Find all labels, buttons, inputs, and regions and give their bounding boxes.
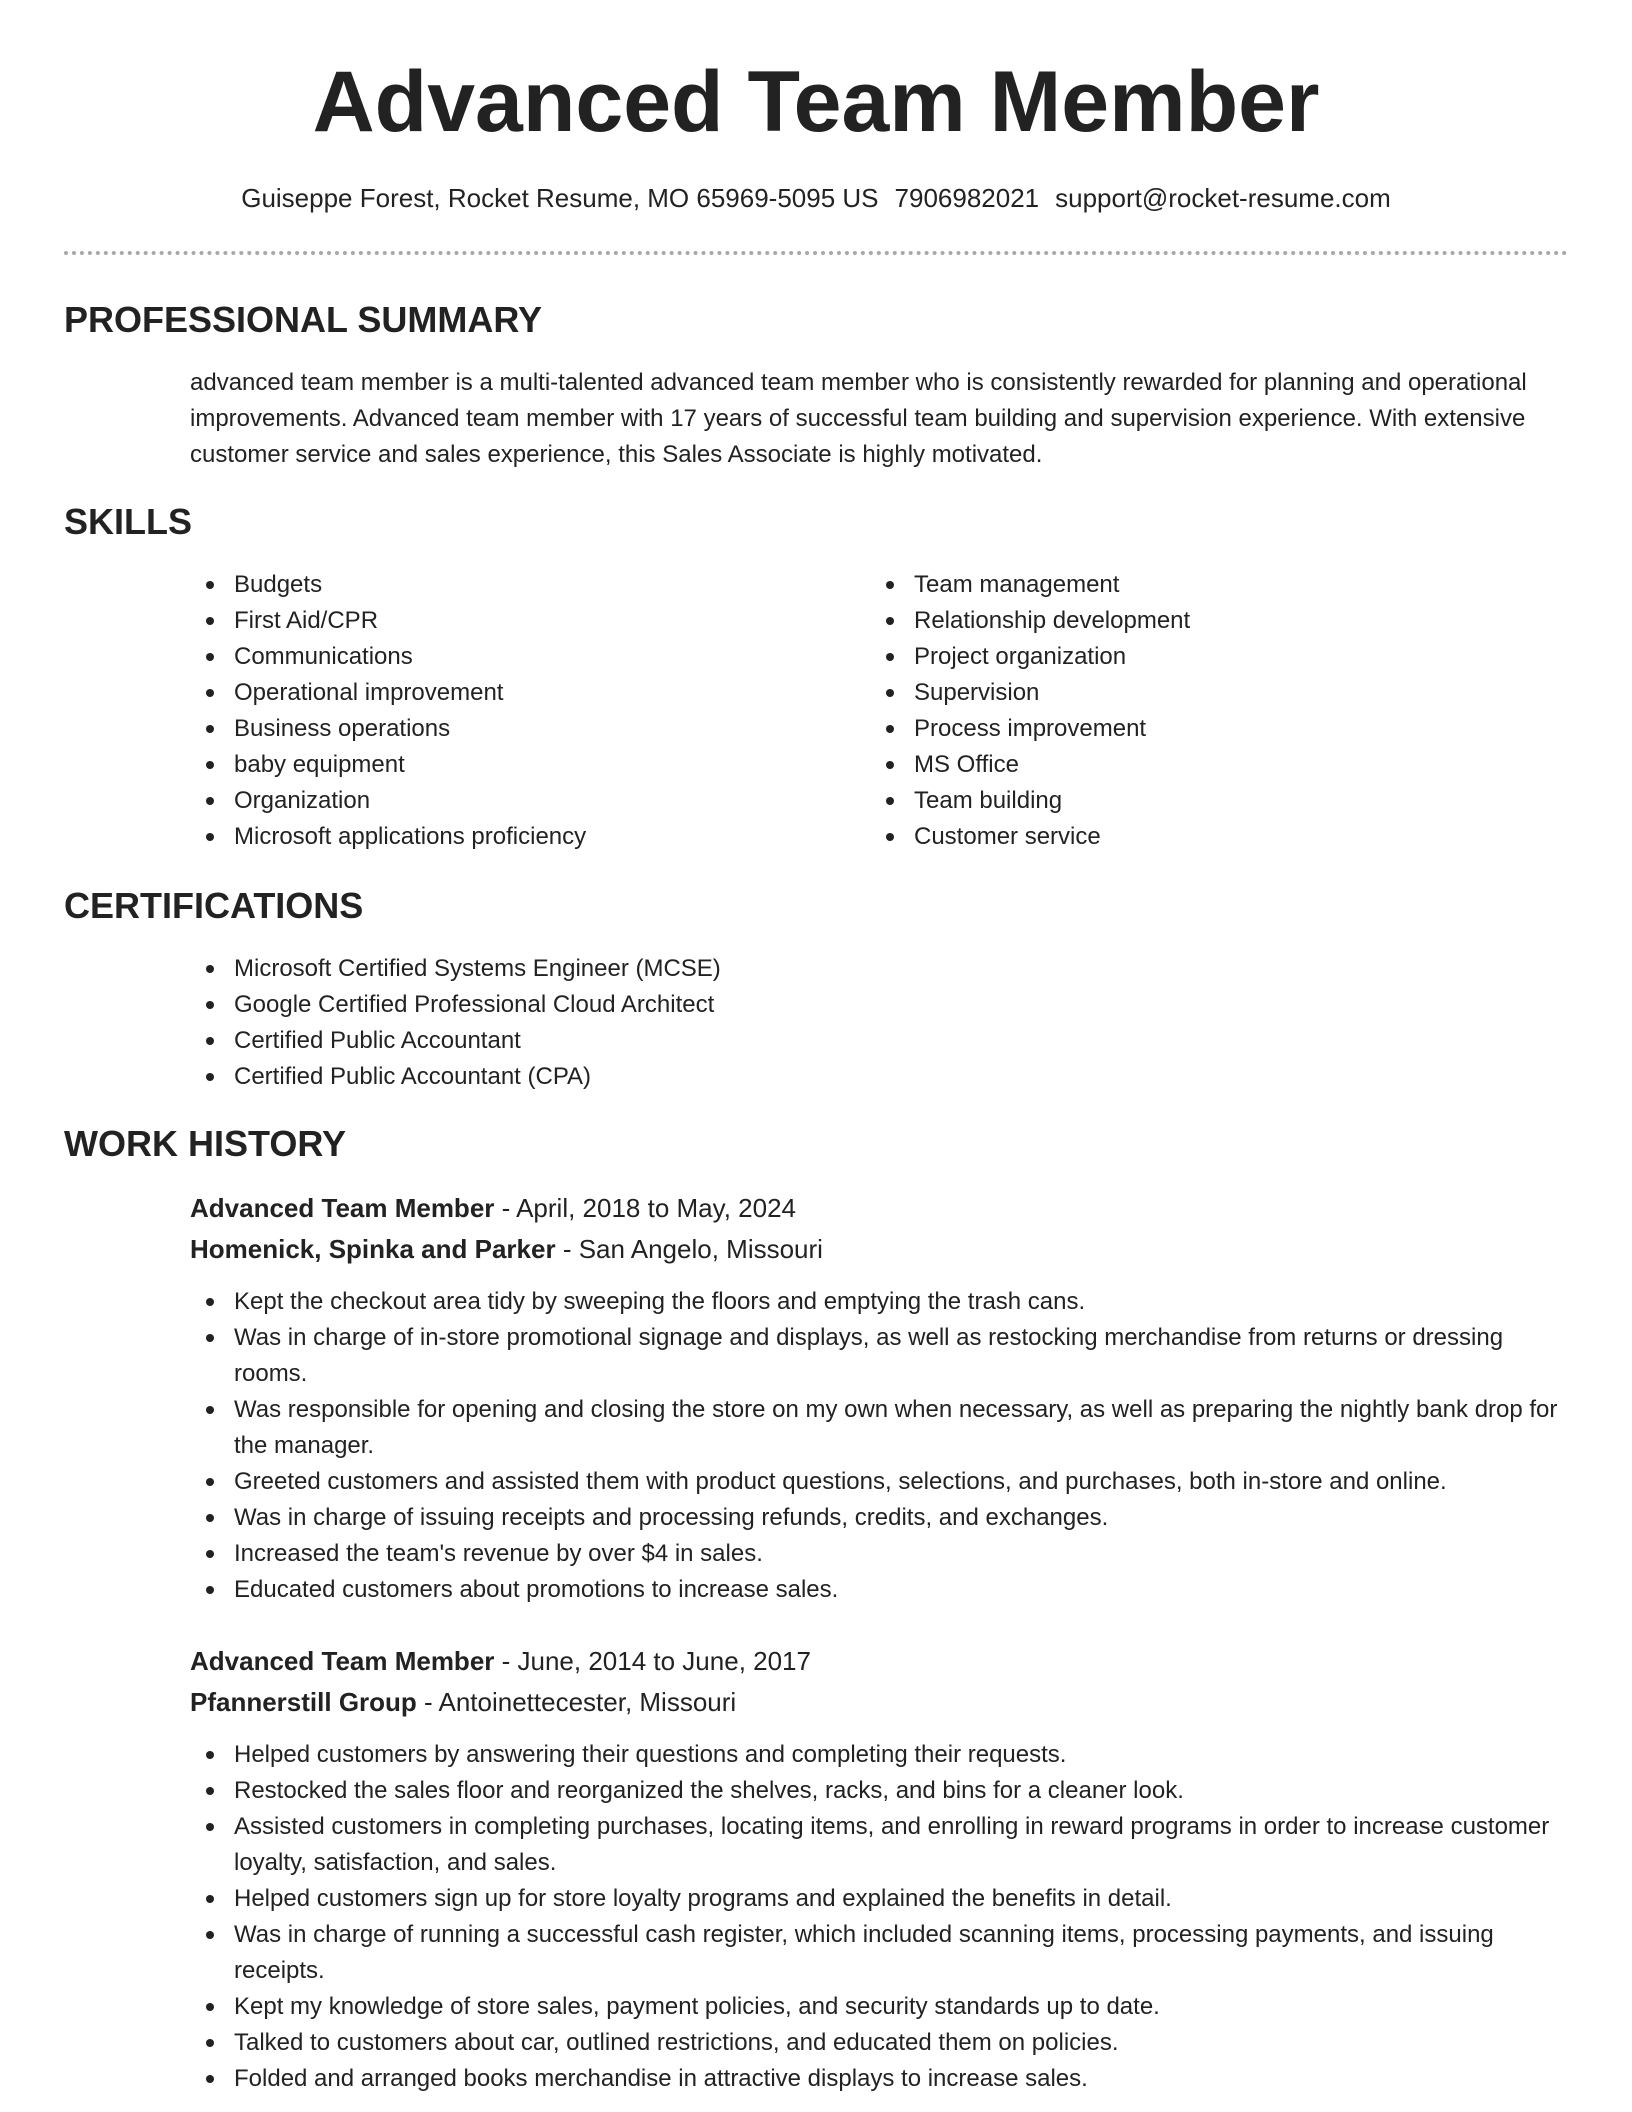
job-company-line bbox=[190, 1682, 1570, 1722]
job-duty-item: Restocked the sales floor and reorganized the shelves, racks, and bins for a cleaner look. bbox=[190, 1773, 1570, 1809]
header-divider bbox=[64, 251, 1568, 255]
certification-item: Google Certified Professional Cloud Architect bbox=[190, 987, 1570, 1023]
resume-name: Advanced Team Member bbox=[312, 54, 1320, 150]
job-company-line bbox=[190, 1229, 1570, 1269]
job-duty-item: Folded and arranged books merchandise in attractive displays to increase sales. bbox=[190, 2061, 1570, 2097]
skill-item: First Aid/CPR bbox=[190, 603, 830, 639]
job-duty-item: Assisted customers in completing purchases, locating items, and enrolling in reward programs in order to increase customer loyalty, satisfaction, and sales. bbox=[190, 1809, 1570, 1881]
skill-item: Supervision bbox=[870, 675, 1550, 711]
job-location: - San Angelo, Missouri bbox=[555, 1234, 823, 1264]
skill-item: Team management bbox=[870, 567, 1550, 603]
job-duties-list bbox=[190, 1737, 1570, 2097]
job-dates: - June, 2014 to June, 2017 bbox=[494, 1646, 811, 1676]
skill-item: baby equipment bbox=[190, 747, 830, 783]
contact-phone: 7906982021 bbox=[894, 183, 1040, 213]
job-duty-item: Was in charge of in-store promotional signage and displays, as well as restocking merchandise from returns or dressing rooms. bbox=[190, 1320, 1570, 1392]
certification-item: Microsoft Certified Systems Engineer (MCSE) bbox=[190, 951, 1570, 987]
contact-email: support@rocket-resume.com bbox=[1055, 183, 1391, 213]
job-role: Advanced Team Member bbox=[190, 1646, 495, 1676]
job-duty-item: Kept my knowledge of store sales, payment policies, and security standards up to date. bbox=[190, 1989, 1570, 2025]
job-title-line bbox=[190, 1188, 1570, 1228]
skill-item: Communications bbox=[190, 639, 830, 675]
job-duty-item: Kept the checkout area tidy by sweeping the floors and emptying the trash cans. bbox=[190, 1284, 1570, 1320]
skill-item: Customer service bbox=[870, 819, 1550, 855]
job-duty-item: Was in charge of issuing receipts and processing refunds, credits, and exchanges. bbox=[190, 1500, 1570, 1536]
skill-item: Operational improvement bbox=[190, 675, 830, 711]
job-title-line bbox=[190, 1641, 1570, 1681]
job-duty-item: Educated customers about promotions to increase sales. bbox=[190, 1572, 1570, 1608]
job-location: - Antoinettecester, Missouri bbox=[416, 1687, 737, 1717]
section-title-work-history: WORK HISTORY bbox=[64, 1123, 347, 1164]
job-role: Advanced Team Member bbox=[190, 1193, 495, 1223]
skill-item: Process improvement bbox=[870, 711, 1550, 747]
certification-item: Certified Public Accountant bbox=[190, 1023, 1570, 1059]
skill-item: Relationship development bbox=[870, 603, 1550, 639]
certifications-list bbox=[190, 951, 1570, 1095]
certification-item: Certified Public Accountant (CPA) bbox=[190, 1059, 1570, 1095]
skills-list-left bbox=[190, 567, 830, 855]
job-duty-item: Increased the team's revenue by over $4 in sales. bbox=[190, 1536, 1570, 1572]
job-company: Pfannerstill Group bbox=[190, 1687, 417, 1717]
job-company: Homenick, Spinka and Parker bbox=[190, 1234, 556, 1264]
skill-item: Budgets bbox=[190, 567, 830, 603]
section-title-certifications: CERTIFICATIONS bbox=[64, 885, 364, 926]
job-duty-item: Helped customers by answering their questions and completing their requests. bbox=[190, 1737, 1570, 1773]
job-duty-item: Greeted customers and assisted them with product questions, selections, and purchases, both in-store and online. bbox=[190, 1464, 1570, 1500]
job-duty-item: Helped customers sign up for store loyalty programs and explained the benefits in detail. bbox=[190, 1881, 1570, 1917]
job-duty-item: Talked to customers about car, outlined restrictions, and educated them on policies. bbox=[190, 2025, 1570, 2061]
job-duty-item: Was responsible for opening and closing the store on my own when necessary, as well as preparing the nightly bank drop for the manager. bbox=[190, 1392, 1570, 1464]
contact-line bbox=[0, 182, 1632, 214]
skill-item: Project organization bbox=[870, 639, 1550, 675]
skills-list-right bbox=[870, 567, 1550, 855]
section-title-summary: PROFESSIONAL SUMMARY bbox=[64, 299, 543, 340]
contact-address: Guiseppe Forest, Rocket Resume, MO 65969-5095 US bbox=[241, 183, 879, 213]
skill-item: MS Office bbox=[870, 747, 1550, 783]
job-duty-item: Was in charge of running a successful cash register, which included scanning items, processing payments, and issuing receipts. bbox=[190, 1917, 1570, 1989]
skill-item: Organization bbox=[190, 783, 830, 819]
job-dates: - April, 2018 to May, 2024 bbox=[494, 1193, 796, 1223]
skill-item: Business operations bbox=[190, 711, 830, 747]
summary-text: advanced team member is a multi-talented advanced team member who is consistently rewarded for planning and operational improvements. Advanced team member with 17 years of successful team building and supervision experience. With extensive customer service and sales experience, this Sales Associate is highly motivated. bbox=[190, 369, 1527, 468]
job-duties-list bbox=[190, 1284, 1570, 1608]
skill-item: Microsoft applications proficiency bbox=[190, 819, 830, 855]
section-title-skills: SKILLS bbox=[64, 501, 193, 542]
skill-item: Team building bbox=[870, 783, 1550, 819]
